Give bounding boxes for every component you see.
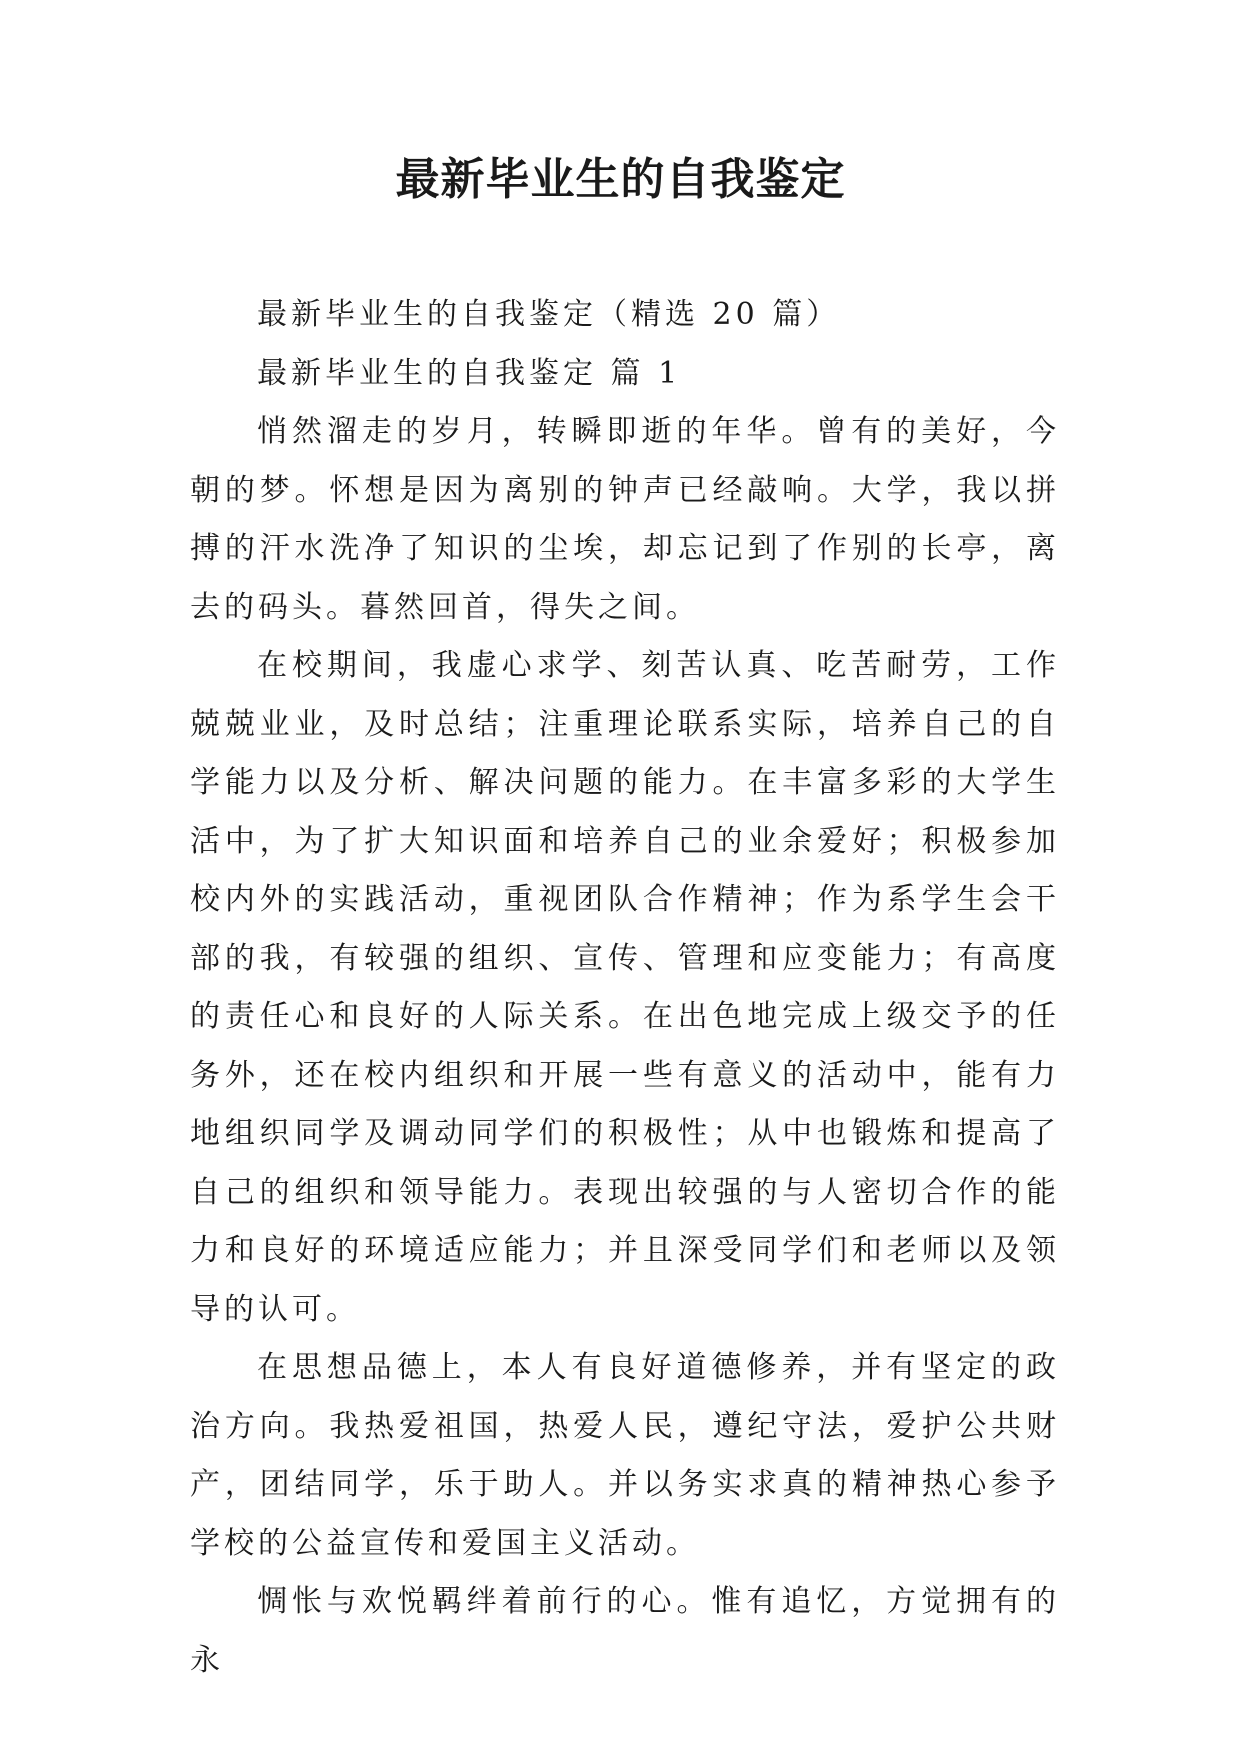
paragraph: 惆怅与欢悦羁绊着前行的心。惟有追忆，方觉拥有的永 <box>190 1584 1060 1678</box>
document-subtitle: 最新毕业生的自我鉴定（精选 20 篇） <box>257 297 841 332</box>
paragraph: 悄然溜走的岁月，转瞬即逝的年华。曾有的美好，今朝的梦。怀想是因为离别的钟声已经敲响。大学，我以拼搏的汗水洗净了知识的尘埃，却忘记到了作别的长亭，离去的码头。暮然回首，得失之间。 <box>190 414 1060 625</box>
document-title: 最新毕业生的自我鉴定 <box>395 154 846 205</box>
paragraph: 在校期间，我虚心求学、刻苦认真、吃苦耐劳，工作兢兢业业，及时总结；注重理论联系实际，培养自己的自学能力以及分析、解决问题的能力。在丰富多彩的大学生活中，为了扩大知识面和培养自己的业余爱好；积极参加校内外的实践活动，重视团队合作精神；作为系学生会干部的我，有较强的组织、宣传、管理和应变能力；有高度的责任心和良好的人际关系。在出色地完成上级交予的任务外，还在校内组织和开展一些有意义的活动中，能有力地组织同学及调动同学们的积极性；从中也锻炼和提高了自己的组织和领导能力。表现出较强的与人密切合作的能力和良好的环境适应能力；并且深受同学们和老师以及领导的认可。 <box>190 648 1060 1327</box>
document-body <box>190 286 1060 1690</box>
paragraph: 在思想品德上，本人有良好道德修养，并有坚定的政治方向。我热爱祖国，热爱人民，遵纪守法，爱护公共财产，团结同学，乐于助人。并以务实求真的精神热心参予学校的公益宣传和爱国主义活动。 <box>190 1350 1060 1561</box>
section-heading: 最新毕业生的自我鉴定 篇 1 <box>257 355 682 391</box>
